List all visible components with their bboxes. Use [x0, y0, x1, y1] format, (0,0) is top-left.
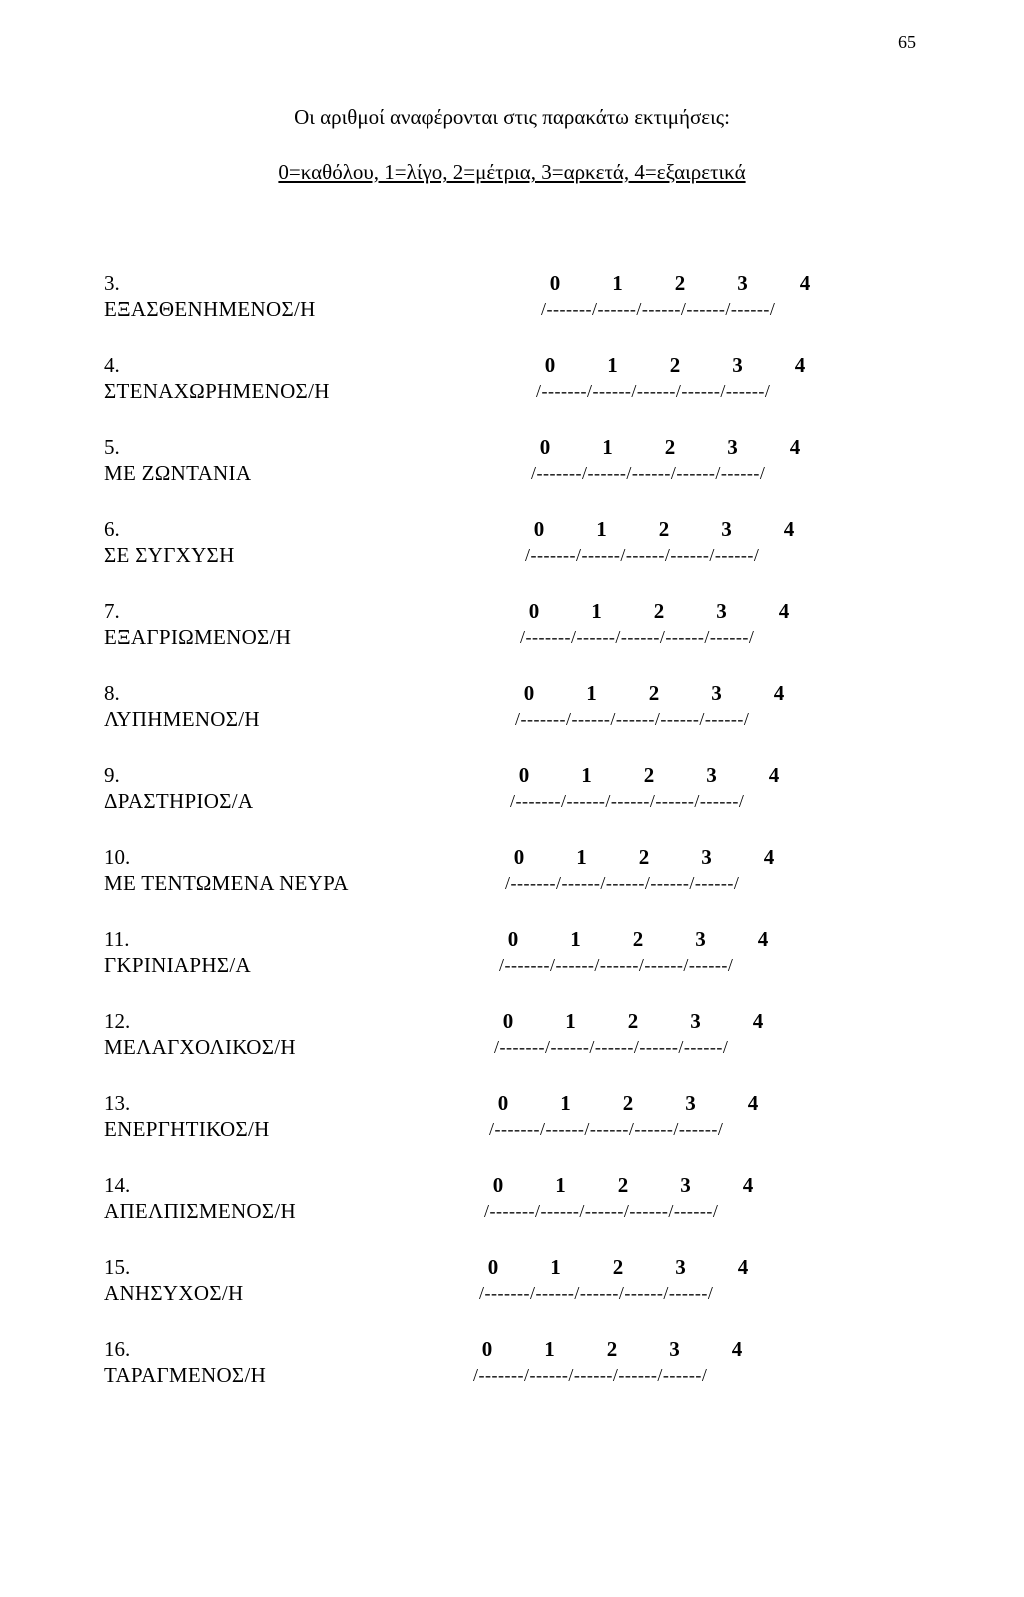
item-label: ΜΕΛΑΓΧΟΛΙΚΟΣ/Η: [104, 1035, 296, 1059]
item-number: 14.: [104, 1173, 131, 1197]
item-number: 8.: [104, 681, 120, 705]
rating-option-4[interactable]: 4: [747, 1091, 759, 1115]
rating-item: [0, 598, 1024, 680]
rating-option-1[interactable]: 1: [570, 927, 581, 951]
rating-option-0[interactable]: 0: [528, 599, 540, 623]
rating-option-4[interactable]: 4: [794, 353, 806, 377]
rating-item: [0, 926, 1024, 1008]
rating-option-2[interactable]: 2: [674, 271, 686, 295]
item-number: 7.: [104, 599, 120, 623]
item-label: ΣΤΕΝΑΧΩΡΗΜΕΝΟΣ/Η: [104, 379, 330, 403]
rating-scale-line: /-------/------/------/------/------/: [494, 1037, 729, 1057]
item-label: ΑΠΕΛΠΙΣΜΕΝΟΣ/Η: [104, 1199, 297, 1223]
rating-option-0[interactable]: 0: [487, 1255, 499, 1279]
rating-option-3[interactable]: 3: [721, 517, 732, 541]
item-number: 11.: [104, 927, 130, 951]
rating-scale-options[interactable]: [514, 762, 784, 788]
rating-scale-options[interactable]: [509, 844, 779, 870]
rating-option-2[interactable]: 2: [627, 1009, 639, 1033]
item-label: ΣΕ ΣΥΓΧΥΣΗ: [104, 543, 235, 567]
scale-legend: 0=καθόλου, 1=λίγο, 2=μέτρια, 3=αρκετά, 4=εξαιρετικά: [278, 160, 746, 184]
rating-item: [0, 1008, 1024, 1090]
rating-option-2[interactable]: 2: [638, 845, 650, 869]
rating-option-3[interactable]: 3: [690, 1009, 701, 1033]
rating-scale-line: /-------/------/------/------/------/: [510, 791, 745, 811]
rating-scale-options[interactable]: [519, 680, 789, 706]
rating-option-1[interactable]: 1: [576, 845, 587, 869]
rating-option-2[interactable]: 2: [632, 927, 644, 951]
rating-item: [0, 680, 1024, 762]
rating-scale-options[interactable]: [503, 926, 773, 952]
rating-option-1[interactable]: 1: [586, 681, 597, 705]
rating-option-4[interactable]: 4: [783, 517, 795, 541]
rating-option-1[interactable]: 1: [560, 1091, 571, 1115]
rating-scale-line: /-------/------/------/------/------/: [531, 463, 766, 483]
rating-option-3[interactable]: 3: [706, 763, 717, 787]
rating-option-2[interactable]: 2: [643, 763, 655, 787]
rating-scale-line: /-------/------/------/------/------/: [489, 1119, 724, 1139]
rating-option-3[interactable]: 3: [732, 353, 743, 377]
rating-option-4[interactable]: 4: [737, 1255, 749, 1279]
item-number: 5.: [104, 435, 120, 459]
item-label: ΤΑΡΑΓΜΕΝΟΣ/Η: [104, 1363, 267, 1387]
rating-option-4[interactable]: 4: [778, 599, 790, 623]
rating-item: [0, 352, 1024, 434]
rating-scale-options[interactable]: [545, 270, 815, 296]
rating-item: [0, 1090, 1024, 1172]
rating-option-4[interactable]: 4: [757, 927, 769, 951]
rating-item: [0, 1172, 1024, 1254]
rating-option-3[interactable]: 3: [716, 599, 727, 623]
rating-option-3[interactable]: 3: [669, 1337, 680, 1361]
rating-scale-line: /-------/------/------/------/------/: [520, 627, 755, 647]
rating-scale-options[interactable]: [488, 1172, 758, 1198]
item-label: ΕΝΕΡΓΗΤΙΚΟΣ/Η: [104, 1117, 270, 1141]
rating-scale-line: /-------/------/------/------/------/: [515, 709, 750, 729]
rating-option-0[interactable]: 0: [544, 353, 556, 377]
rating-option-4[interactable]: 4: [789, 435, 801, 459]
rating-option-2[interactable]: 2: [669, 353, 681, 377]
rating-item: [0, 762, 1024, 844]
rating-option-3[interactable]: 3: [737, 271, 748, 295]
item-label: ΛΥΠΗΜΕΝΟΣ/Η: [104, 707, 260, 731]
item-label: ΜΕ ΖΩΝΤΑΝΙΑ: [104, 461, 252, 485]
rating-option-3[interactable]: 3: [701, 845, 712, 869]
rating-scale-options[interactable]: [493, 1090, 763, 1116]
rating-option-0[interactable]: 0: [523, 681, 535, 705]
rating-option-4[interactable]: 4: [773, 681, 785, 705]
rating-option-1[interactable]: 1: [591, 599, 602, 623]
rating-option-4[interactable]: 4: [742, 1173, 754, 1197]
rating-option-2[interactable]: 2: [617, 1173, 629, 1197]
page-number: 65: [898, 32, 916, 52]
item-label: ΕΞΑΓΡΙΩΜΕΝΟΣ/Η: [104, 625, 292, 649]
rating-option-3[interactable]: 3: [680, 1173, 691, 1197]
rating-option-0[interactable]: 0: [492, 1173, 504, 1197]
rating-scale-options[interactable]: [524, 598, 794, 624]
rating-scale-options[interactable]: [498, 1008, 768, 1034]
rating-scale-options[interactable]: [535, 434, 805, 460]
rating-scale-line: /-------/------/------/------/------/: [541, 299, 776, 319]
rating-option-1[interactable]: 1: [612, 271, 623, 295]
rating-option-1[interactable]: 1: [602, 435, 613, 459]
rating-option-3[interactable]: 3: [675, 1255, 686, 1279]
item-label: ΔΡΑΣΤΗΡΙΟΣ/Α: [104, 789, 254, 813]
rating-option-4[interactable]: 4: [768, 763, 780, 787]
rating-item: [0, 1254, 1024, 1336]
item-number: 12.: [104, 1009, 131, 1033]
rating-option-0[interactable]: 0: [507, 927, 519, 951]
rating-scale-line: /-------/------/------/------/------/: [473, 1365, 708, 1385]
rating-option-0[interactable]: 0: [539, 435, 551, 459]
rating-option-3[interactable]: 3: [685, 1091, 696, 1115]
rating-option-0[interactable]: 0: [533, 517, 545, 541]
item-number: 3.: [104, 271, 120, 295]
rating-option-4[interactable]: 4: [799, 271, 811, 295]
rating-option-4[interactable]: 4: [763, 845, 775, 869]
rating-items-list: [0, 270, 1024, 1418]
rating-scale-line: /-------/------/------/------/------/: [499, 955, 734, 975]
rating-scale-line: /-------/------/------/------/------/: [525, 545, 760, 565]
rating-option-0[interactable]: 0: [549, 271, 561, 295]
rating-item: [0, 1336, 1024, 1418]
rating-option-4[interactable]: 4: [731, 1337, 743, 1361]
item-number: 4.: [104, 353, 120, 377]
rating-option-2[interactable]: 2: [648, 681, 660, 705]
rating-scale-line: /-------/------/------/------/------/: [479, 1283, 714, 1303]
rating-item: [0, 270, 1024, 352]
rating-option-0[interactable]: 0: [481, 1337, 493, 1361]
item-label: ΑΝΗΣΥΧΟΣ/Η: [104, 1281, 244, 1305]
item-number: 10.: [104, 845, 131, 869]
rating-option-2[interactable]: 2: [664, 435, 676, 459]
rating-option-1[interactable]: 1: [555, 1173, 566, 1197]
item-number: 15.: [104, 1255, 131, 1279]
rating-item: [0, 516, 1024, 598]
rating-scale-options[interactable]: [477, 1336, 747, 1362]
rating-option-1[interactable]: 1: [581, 763, 592, 787]
rating-option-2[interactable]: 2: [612, 1255, 624, 1279]
rating-item: [0, 434, 1024, 516]
item-number: 6.: [104, 517, 120, 541]
rating-item: [0, 844, 1024, 926]
item-label: ΓΚΡΙΝΙΑΡΗΣ/Α: [104, 953, 251, 977]
rating-option-1[interactable]: 1: [607, 353, 618, 377]
rating-scale-line: /-------/------/------/------/------/: [484, 1201, 719, 1221]
rating-option-1[interactable]: 1: [544, 1337, 555, 1361]
rating-option-3[interactable]: 3: [695, 927, 706, 951]
rating-option-2[interactable]: 2: [658, 517, 670, 541]
rating-option-2[interactable]: 2: [606, 1337, 618, 1361]
rating-option-1[interactable]: 1: [550, 1255, 561, 1279]
item-number: 13.: [104, 1091, 131, 1115]
rating-option-3[interactable]: 3: [711, 681, 722, 705]
rating-option-2[interactable]: 2: [653, 599, 665, 623]
rating-option-0[interactable]: 0: [497, 1091, 509, 1115]
instruction-text: Οι αριθμοί αναφέρονται στις παρακάτω εκτιμήσεις:: [294, 105, 730, 129]
rating-scale-options[interactable]: [483, 1254, 753, 1280]
rating-option-3[interactable]: 3: [727, 435, 738, 459]
item-number: 9.: [104, 763, 120, 787]
item-label: ΕΞΑΣΘΕΝΗΜΕΝΟΣ/Η: [104, 297, 316, 321]
item-label: ΜΕ ΤΕΝΤΩΜΕΝΑ ΝΕΥΡΑ: [104, 871, 349, 895]
rating-option-0[interactable]: 0: [513, 845, 525, 869]
rating-scale-options[interactable]: [540, 352, 810, 378]
rating-option-4[interactable]: 4: [752, 1009, 764, 1033]
rating-option-0[interactable]: 0: [502, 1009, 514, 1033]
rating-option-0[interactable]: 0: [518, 763, 530, 787]
rating-scale-line: /-------/------/------/------/------/: [505, 873, 740, 893]
rating-option-2[interactable]: 2: [622, 1091, 634, 1115]
item-number: 16.: [104, 1337, 131, 1361]
rating-scale-options[interactable]: [529, 516, 799, 542]
rating-option-1[interactable]: 1: [596, 517, 607, 541]
rating-option-1[interactable]: 1: [565, 1009, 576, 1033]
rating-scale-line: /-------/------/------/------/------/: [536, 381, 771, 401]
